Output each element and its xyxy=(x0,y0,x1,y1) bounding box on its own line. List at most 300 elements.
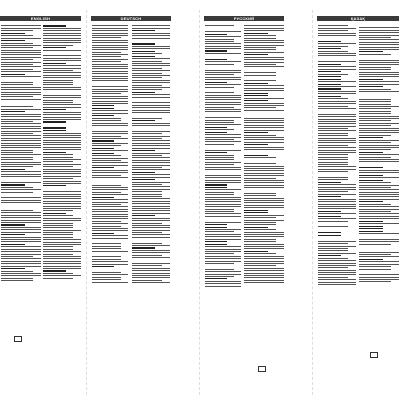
text-line xyxy=(1,162,41,163)
text-line xyxy=(43,75,81,76)
text-line xyxy=(1,47,33,48)
text-line xyxy=(132,225,170,226)
deutsch-text-column-left xyxy=(92,24,128,390)
text-line xyxy=(318,223,356,225)
text-line xyxy=(244,147,284,148)
text-line xyxy=(132,194,162,195)
text-line xyxy=(132,125,170,126)
text-line xyxy=(132,206,170,207)
text-line xyxy=(318,171,348,172)
text-line xyxy=(244,205,284,206)
text-line xyxy=(318,98,348,99)
text-line xyxy=(318,199,356,200)
text-line xyxy=(132,53,162,54)
text-line xyxy=(205,114,241,116)
text-line xyxy=(1,92,41,93)
text-line xyxy=(132,56,155,57)
text-line xyxy=(132,65,170,66)
text-line xyxy=(244,157,276,158)
text-line xyxy=(132,237,170,238)
text-line xyxy=(92,25,128,26)
text-line xyxy=(359,189,399,190)
text-line xyxy=(244,77,284,79)
text-line xyxy=(1,210,33,211)
text-line xyxy=(205,276,234,277)
text-line xyxy=(43,188,81,190)
text-line xyxy=(359,256,399,257)
text-line xyxy=(205,34,227,35)
text-line xyxy=(359,35,399,36)
text-line xyxy=(359,99,391,100)
text-line xyxy=(43,203,81,204)
text-line xyxy=(205,82,227,83)
text-line xyxy=(244,229,276,230)
text-line xyxy=(244,234,284,235)
text-line xyxy=(318,25,348,26)
text-line xyxy=(1,212,41,213)
text-line xyxy=(205,162,241,163)
text-line xyxy=(1,244,25,245)
text-line xyxy=(244,248,284,249)
text-line xyxy=(318,145,348,146)
text-line xyxy=(92,235,128,236)
text-line xyxy=(132,230,170,231)
text-line xyxy=(318,274,356,275)
text-line xyxy=(359,248,399,250)
text-line xyxy=(318,232,341,233)
text-line xyxy=(1,261,41,262)
text-line xyxy=(92,101,128,102)
text-line xyxy=(1,111,25,112)
text-line xyxy=(132,280,162,281)
text-line xyxy=(359,279,399,280)
text-line xyxy=(132,89,162,90)
text-line xyxy=(359,125,391,126)
text-line xyxy=(244,110,284,111)
text-line xyxy=(1,192,33,193)
text-line xyxy=(318,53,356,54)
text-line xyxy=(1,157,33,158)
text-line xyxy=(318,58,356,60)
text-line xyxy=(318,51,348,52)
text-line xyxy=(43,109,66,110)
text-line xyxy=(92,269,128,271)
text-line xyxy=(1,119,41,120)
text-line xyxy=(1,164,41,165)
text-line xyxy=(244,244,284,245)
text-line xyxy=(205,192,234,193)
text-line xyxy=(132,213,170,214)
text-line xyxy=(132,68,162,69)
text-line xyxy=(132,133,162,134)
text-line xyxy=(244,30,284,31)
text-line xyxy=(359,180,383,181)
text-line xyxy=(92,228,128,229)
text-line xyxy=(244,83,268,84)
text-line xyxy=(359,145,399,146)
text-line xyxy=(244,155,268,156)
text-line xyxy=(43,72,81,73)
text-line xyxy=(318,213,356,214)
text-line xyxy=(132,58,170,59)
text-line xyxy=(318,66,356,67)
text-line xyxy=(1,114,41,115)
text-line xyxy=(318,48,341,49)
text-line xyxy=(318,216,341,217)
text-line xyxy=(205,258,241,259)
text-line xyxy=(92,66,128,67)
text-line xyxy=(359,113,391,114)
text-line xyxy=(244,212,268,213)
text-line xyxy=(92,162,128,163)
text-line xyxy=(43,77,81,78)
text-line xyxy=(359,60,399,61)
text-line xyxy=(359,164,399,166)
text-line xyxy=(1,271,33,272)
text-line xyxy=(132,257,170,258)
text-line xyxy=(43,218,81,219)
text-line xyxy=(244,103,284,104)
text-line xyxy=(205,43,241,44)
text-line xyxy=(318,116,356,117)
text-line xyxy=(1,169,25,170)
text-line xyxy=(359,67,391,68)
text-line xyxy=(318,74,348,75)
text-line xyxy=(244,253,276,254)
section-header-deutsch: DEUTSCH xyxy=(91,16,171,21)
text-line xyxy=(205,271,241,272)
text-line xyxy=(359,236,399,238)
text-line xyxy=(92,30,128,31)
text-line xyxy=(359,149,391,150)
text-line xyxy=(359,64,399,65)
text-line xyxy=(1,62,41,63)
text-line xyxy=(318,35,356,36)
text-line xyxy=(244,64,276,65)
text-line xyxy=(359,104,391,105)
text-line xyxy=(92,143,128,144)
text-line xyxy=(244,227,268,228)
text-line xyxy=(92,192,121,193)
text-line xyxy=(43,185,66,186)
ce-mark-icon xyxy=(14,336,22,342)
text-line xyxy=(132,245,170,246)
text-line xyxy=(132,215,155,216)
text-line xyxy=(1,200,41,201)
text-line xyxy=(1,64,33,65)
text-line xyxy=(92,211,128,212)
text-line xyxy=(1,40,25,41)
text-line xyxy=(205,213,241,214)
text-line xyxy=(92,251,128,252)
text-line xyxy=(1,25,41,26)
russian-text-column-left xyxy=(205,24,241,390)
text-line xyxy=(205,164,234,165)
text-line xyxy=(132,282,170,283)
text-line xyxy=(244,135,276,136)
text-line xyxy=(318,157,348,158)
text-line xyxy=(244,98,284,99)
text-line xyxy=(205,146,241,148)
text-line xyxy=(244,90,284,91)
text-line xyxy=(43,140,81,141)
text-line xyxy=(244,239,276,240)
text-line xyxy=(43,95,81,96)
text-line xyxy=(205,169,241,170)
text-line xyxy=(43,42,81,43)
text-line xyxy=(318,204,356,205)
text-line xyxy=(318,162,348,163)
text-line xyxy=(318,277,348,278)
text-line xyxy=(132,28,170,29)
text-line xyxy=(92,230,128,231)
text-line xyxy=(205,231,234,232)
text-line xyxy=(1,152,33,153)
deutsch-text-column-right xyxy=(132,24,170,390)
text-line xyxy=(318,208,356,209)
text-line xyxy=(1,251,41,252)
text-line xyxy=(92,78,128,79)
text-line xyxy=(318,154,348,155)
text-line xyxy=(318,196,341,197)
text-line xyxy=(1,57,41,58)
text-line xyxy=(1,241,41,242)
text-line xyxy=(43,181,81,182)
text-line xyxy=(1,182,41,183)
text-line xyxy=(318,41,341,42)
text-line xyxy=(244,149,284,150)
text-line xyxy=(318,128,348,129)
text-line xyxy=(318,187,356,188)
text-line xyxy=(92,145,121,146)
text-line xyxy=(244,217,276,218)
text-line xyxy=(205,46,241,47)
text-line xyxy=(205,204,241,205)
text-line xyxy=(132,155,162,156)
text-line xyxy=(359,233,399,234)
text-line xyxy=(244,95,268,96)
text-line xyxy=(92,155,121,156)
text-line xyxy=(1,227,41,228)
text-line xyxy=(1,71,41,72)
text-line xyxy=(318,130,356,131)
text-line xyxy=(244,185,284,186)
text-line xyxy=(359,261,399,262)
text-line xyxy=(205,209,234,210)
text-line xyxy=(1,145,41,146)
text-line xyxy=(132,243,162,244)
text-line xyxy=(92,76,128,77)
text-line xyxy=(205,278,227,279)
text-line xyxy=(43,50,81,51)
text-line xyxy=(205,122,234,123)
text-line xyxy=(1,59,33,60)
text-line xyxy=(92,175,121,176)
text-line xyxy=(359,182,391,183)
text-line xyxy=(318,71,341,72)
text-line xyxy=(92,248,121,249)
text-line xyxy=(205,171,241,173)
text-line xyxy=(132,150,155,151)
text-line xyxy=(244,258,284,259)
text-line xyxy=(92,218,128,219)
text-line xyxy=(92,118,121,119)
text-line xyxy=(43,147,81,148)
text-line xyxy=(318,194,356,195)
text-line xyxy=(318,108,356,109)
text-line xyxy=(1,116,41,117)
text-line xyxy=(1,273,41,274)
text-line xyxy=(92,68,128,69)
text-line xyxy=(92,233,114,234)
text-line xyxy=(92,96,128,97)
text-line xyxy=(1,246,41,247)
text-line xyxy=(318,235,341,236)
text-line xyxy=(132,51,155,52)
text-line xyxy=(359,62,399,63)
text-line xyxy=(132,105,170,106)
text-line xyxy=(205,120,234,121)
text-line xyxy=(359,54,391,55)
text-line xyxy=(244,215,284,216)
text-line xyxy=(43,55,81,56)
text-line xyxy=(318,189,356,190)
text-line xyxy=(43,92,81,94)
text-line xyxy=(132,85,162,86)
text-line xyxy=(92,73,128,74)
text-line xyxy=(1,189,41,190)
text-line xyxy=(318,147,356,148)
text-line xyxy=(1,84,33,85)
text-line xyxy=(1,147,41,148)
text-line xyxy=(359,274,399,275)
text-line xyxy=(92,35,128,36)
text-line xyxy=(1,232,41,233)
text-line xyxy=(92,253,128,255)
text-line xyxy=(92,98,128,99)
text-line xyxy=(1,256,33,257)
text-line xyxy=(205,175,241,176)
text-line xyxy=(132,102,170,103)
text-line xyxy=(43,104,81,105)
text-line xyxy=(205,137,241,138)
text-line xyxy=(43,60,81,61)
text-line xyxy=(205,159,234,160)
text-line xyxy=(92,37,121,38)
text-line xyxy=(132,220,170,221)
text-line xyxy=(318,250,348,251)
column-divider xyxy=(199,10,200,395)
text-line xyxy=(1,121,33,122)
text-line xyxy=(205,132,227,133)
text-line xyxy=(132,184,162,185)
text-line xyxy=(132,131,170,132)
text-line xyxy=(244,137,284,138)
text-line xyxy=(1,140,41,141)
text-line xyxy=(1,106,33,107)
text-line xyxy=(1,33,25,34)
text-line xyxy=(359,185,399,186)
text-line xyxy=(132,182,170,183)
text-line xyxy=(205,229,241,230)
text-line xyxy=(205,129,234,130)
text-line xyxy=(244,207,284,208)
text-line xyxy=(43,198,81,199)
text-line xyxy=(205,74,234,75)
text-line xyxy=(244,105,284,106)
text-line xyxy=(318,229,356,231)
text-line xyxy=(359,86,383,87)
text-line xyxy=(132,120,155,121)
text-line xyxy=(205,53,241,54)
text-line xyxy=(1,94,41,95)
text-line xyxy=(359,172,399,173)
section-header-kazakh: ҚАЗАҚ xyxy=(317,16,399,21)
text-line xyxy=(244,151,284,153)
text-line xyxy=(318,123,356,124)
text-line xyxy=(132,218,170,219)
text-line xyxy=(244,66,284,67)
column-divider xyxy=(86,10,87,395)
text-line xyxy=(132,70,170,71)
text-line xyxy=(244,175,284,176)
text-line xyxy=(1,254,41,255)
text-line xyxy=(359,259,383,260)
text-line xyxy=(205,251,241,252)
text-line xyxy=(318,46,348,47)
text-line xyxy=(132,110,170,111)
text-line xyxy=(318,37,356,39)
text-line xyxy=(92,120,121,121)
text-line xyxy=(132,208,170,209)
text-line xyxy=(205,55,241,57)
text-line xyxy=(132,63,170,64)
text-line xyxy=(359,269,391,270)
text-line xyxy=(1,215,41,216)
text-line xyxy=(318,61,356,62)
text-line xyxy=(244,62,284,63)
text-line xyxy=(132,33,170,34)
text-line xyxy=(205,66,241,68)
text-line xyxy=(92,209,128,210)
text-line xyxy=(244,200,284,201)
text-line xyxy=(43,268,81,269)
text-line xyxy=(92,216,128,217)
text-line xyxy=(92,61,121,62)
text-line xyxy=(359,91,399,92)
text-line xyxy=(92,256,121,257)
text-line xyxy=(1,30,33,31)
text-line xyxy=(205,197,241,198)
text-line xyxy=(205,199,241,200)
text-line xyxy=(1,171,41,172)
text-line xyxy=(132,145,170,146)
text-line xyxy=(244,187,284,188)
text-line xyxy=(244,49,276,50)
text-line xyxy=(43,89,81,90)
text-line xyxy=(43,270,66,271)
text-line xyxy=(244,85,284,86)
text-line xyxy=(43,152,66,153)
text-line xyxy=(205,269,234,270)
text-line xyxy=(132,25,170,26)
text-line xyxy=(359,106,399,107)
text-line xyxy=(132,263,170,264)
text-line xyxy=(43,191,81,192)
text-line xyxy=(1,229,41,230)
text-line xyxy=(318,284,356,285)
text-line xyxy=(244,241,276,242)
